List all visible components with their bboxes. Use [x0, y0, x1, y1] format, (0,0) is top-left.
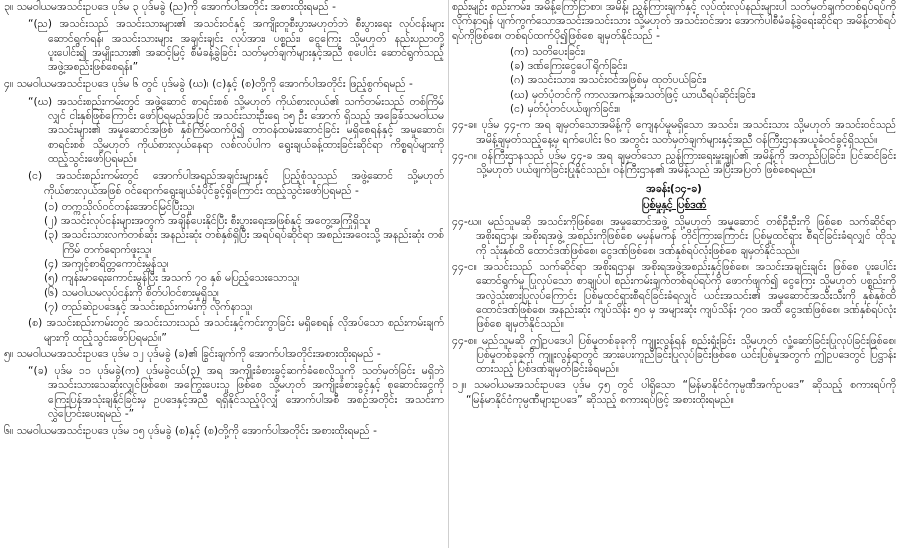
column-divider	[448, 0, 449, 548]
section-44-nga: ၄၄-င။ အသင်းသည် သက်ဆိုင်ရာ အစိုးရဌာန၊ အစိုးရအဖွဲ့အစည်းနှင့်ဖြစ်စေ၊ အသင်းအချင်းချင်း ဖြစ်စေ ပူးပေါင်းဆောင်ရွက်မှု ပြုလုပ်သော စာချုပ်ပါ စည်းကမ်းချက်တစ်ရပ်ရပ်ကို ဖောက်ဖျက်၍ ငွေကြေး သို့မဟုတ် ပစ္စည်းကို အလွဲသုံးစားပြုလုပ်ကြောင်း ပြစ်မှုထင်ရှားစီရင်ခြင်းခံရလျှင် ယင်းအသင်း၏ အမှုဆောင်အသီးသီးကို နှစ်နှစ်ထိ ထောင်ဒဏ်ဖြစ်စေ၊ အနည်းဆုံး ကျပ်သိန်း ၅၀ မှ အများဆုံး ကျပ်သိန်း ၇၀၀ အထိ ငွေဒဏ်ဖြစ်စေ၊ ဒဏ်နှစ်ရပ်လုံးဖြစ်စေ ချမှတ်နိုင်သည်။	[452, 261, 896, 331]
section-12-intro: ၁၂။ သမဝါယမအသင်းဥပဒေ ပုဒ်မ ၄၅ တွင် ပါရှိသော “မြန်မာနိုင်ငံကုမ္ပဏီအက်ဥပဒေ” ဆိုသည့် စကားရပ်ကို “မြန်မာနိုင်ငံကုမ္ပဏီများဥပဒေ” ဆိုသည့် စကားရပ်ဖြင့် အစားထိုးရမည်။	[452, 379, 896, 406]
list-item: (၂) အသင်းလုပ်ငန်းများအတွက် အချိန်ပေးနိုင်ပြီး စီးပွားရေးအဖြစ်နှင့် အတွေ့အကြုံရှိသူ၊	[44, 215, 371, 228]
left-column	[4, 0, 444, 548]
section-3-quote: “(ည) အသင်းသည် အသင်းသားများ၏ အသင်းဝင်နှင့် အကျိုးတူစီးပွားမဟုတ်ဘဲ စီးပွားရေး လုပ်ငန်းများ ဆောင်ရွက်ရန်၊ အသင်းသားများ အချင်းချင်း လုပ်အား၊ ပစ္စည်း၊ ငွေကြေး သို့မဟုတ် နည်းပညာတို့ ပူးပေါင်း၍ အမျိုးသား၏ အဆင့်မြင့် စီမံခန့်ခွဲခြင်း သတ်မှတ်ချက်များနှင့်အညီ စုပေါင်း ဆောင်ရွက်သည့် အဖွဲ့အစည်းဖြစ်စေရန်။”	[28, 18, 444, 74]
list-item: (၁) တက္ကသိုလ်ဝင်တန်းအောင်မြင်ပြီးသူ၊	[44, 200, 195, 213]
list-item: (ခ) ဒဏ်ကြေးငွေပေါ်ရိုက်ခြင်း၊	[510, 60, 628, 73]
clause-cha: (စ) အသင်းစည်းကမ်းတွင် အသင်းသားသည် အသင်းနှင့်ကင်းကွာခြင်း မရှိစေရန် လိုအပ်သော စည်းကမ်းချက်များကို ထည့်သွင်းဖော်ပြရမည်။”	[28, 317, 444, 344]
section-6-intro: ၆။ သမဝါယမအသင်းဥပဒေ ပုဒ်မ ၁၅ ပုဒ်မခွဲ (စ)နှင့် (စ)တို့ကို အောက်ပါအတိုင်း အစားထိုးရမည် -	[4, 425, 377, 438]
list-item: (ဃ) မှတ်ပုံတင်ကို ကာလအကန့်အသတ်ဖြင့် ယာယီရပ်ဆိုင်းခြင်း၊	[510, 88, 756, 101]
right-column	[452, 0, 896, 548]
section-5-quote: “(ခ) ပုဒ်မ ၁၁ ပုဒ်မခွဲ(က) ပုဒ်မခွဲငယ်(၃) အရ အကျိုးခံစားခွင့်ဆက်ခံစေလိုသူကို သတ်မှတ်ခြင်း မရှိဘဲ အသင်းသားသေဆုံးလျှင်ဖြစ်စေ၊ အကြွေးပေးသူ ဖြစ်စေ သို့မဟုတ် အကျိုးခံစားခွင့်နှင့် စုဆောင်းငွေကို ကြေးပြန်အသုံးချနိုင်ခြင်းမှ ဥပဒေနှင့်အညီ ရရှိနိုင်သည့်ပိုလျှံ အောက်ပါအစီ အစဉ်အတိုင်း အသင်းက လွှဲပြောင်းပေးရမည် -”	[28, 365, 444, 421]
clause-nga: (င) အသင်းစည်းကမ်းတွင် အောက်ပါအရည်အချင်းများနှင့် ပြည့်စုံသူသည် အဖွဲ့ဆောင် သို့မဟုတ် ကိုယ်စားလှယ်အဖြစ် ဝင်ရောက်ရွေးချယ်ခံပိုင်ခွင့်ရှိကြောင်း ထည့်သွင်းဖော်ပြရမည် -	[28, 170, 444, 197]
list-item: (၃) အသင်းသားလက်တစ်ဆုံး အနည်းဆုံး တစ်နှစ်ရှိပြီး အရပ်ရပ်ဆိုင်ရာ အစည်းအဝေးသို့ အနည်းဆုံး တစ်ကြိမ် တက်ရောက်ဖူးသူ၊	[44, 229, 444, 256]
section-44-gha: ၄၄-ဃ။ မည်သူမဆို အသင်းကိုဖြစ်စေ၊ အမှုဆောင်အဖွဲ့ သို့မဟုတ် အမှုဆောင် တစ်ဦးဦးကို ဖြစ်စေ သက်ဆိုင်ရာ အစိုးရဌာန၊ အစိုးရအဖွဲ့ အစည်းကိုဖြစ်စေ မမှန်မကန် တိုင်ကြားကြောင်း ပြစ်မှုထင်ရှား စီရင်ခြင်းခံရလျှင် ထိုသူကို သုံးနှစ်ထိ ထောင်ဒဏ်ဖြစ်စေ၊ ငွေဒဏ်ဖြစ်စေ၊ ဒဏ်နှစ်ရပ်လုံးဖြစ်စေ ချမှတ်နိုင်သည်။	[452, 216, 896, 257]
section-44-ga: ၄၄-ဂ။ ဝန်ကြီးဌာနသည် ပုဒ်မ ၄၄-ခ အရ ချမှတ်သော ညွှန်ကြားရေးမှူးချုပ်၏ အမိန့်ကို အတည်ပြုခြင်း၊ ပြင်ဆင်ခြင်း သို့မဟုတ် ပယ်ဖျက်ခြင်းပြုနိုင်သည်။ ဝန်ကြီးဌာန၏ အမိန့်သည် အပြီးအပြတ် ဖြစ်စေရမည်။	[452, 149, 896, 177]
section-44-kha: ၄၄-ခ။ ပုဒ်မ ၄၄-က အရ ချမှတ်သောအမိန့်ကို ကျေနပ်မှုမရှိသော အသင်း၊ အသင်းသား သို့မဟုတ် အသင်းဝင်သည် အမိန့်ချမှတ်သည့်နေ့မှ ရက်ပေါင်း ၆၀ အတွင်း သတ်မှတ်ချက်များနှင့်အညီ ဝန်ကြီးဌာနအယူခံဝင်ခွင့်ရှိသည်။	[452, 119, 896, 146]
list-item: (၅) ကျန်းမာရေးကောင်းမွန်ပြီး အသက် ၇၀ နှစ် မပြည့်သေးသောသူ၊	[44, 272, 300, 285]
chapter-title: ပြစ်မှုနှင့် ပြစ်ဒဏ်	[641, 198, 707, 211]
list-item: (၄) အကျင့်စာရိတ္တကောင်းမွန်သူ၊	[44, 258, 169, 271]
section-3-intro: ၃။ သမဝါယမအသင်းဥပဒေ ပုဒ်မ ၃ ပုဒ်မခွဲ (ည)ကို အောက်ပါအတိုင်း အစားထိုးရမည် -	[4, 1, 336, 13]
clause-gha: “(ဃ) အသင်းစည်းကမ်းတွင် အဖွဲ့ဆောင် စာရင်းစစ် သို့မဟုတ် ကိုယ်စားလှယ်၏ သက်တမ်းသည် တစ်ကြိမ်လျှင် ငါးနှစ်ဖြစ်ကြောင်း ဖော်ပြရမည့်အပြင် အသင်းသားဦးရေ ၁၅ ဦး အောက် ရှိသည့် အခြေခံသမဝါယမအသင်းများ၏ အမှုဆောင်အဖြစ် နှစ်ကြိမ်ထက်ပို၍ တာဝန်ထမ်းဆောင်ခြင်း မရှိစေရန်နှင့် အမှုဆောင်၊ စာရင်းစစ် သို့မဟုတ် ကိုယ်စားလှယ်နေရာ လစ်လပ်ပါက ရွေးချယ်ခန့်ထားခြင်းဆိုင်ရာ ကိစ္စရပ်များကို ထည့်သွင်းဖော်ပြရမည်။	[28, 95, 444, 165]
list-item: (င) မှတ်ပုံတင်ပယ်ဖျက်ခြင်း။	[510, 103, 621, 116]
list-item: (၇) တည်ဆဲဥပဒေနှင့် အသင်းစည်းကမ်းကို လိုက်နာသူ၊	[44, 300, 253, 313]
continued-paragraph: စည်းမျဉ်း စည်းကမ်း၊ အမိန့်ကြော်ငြာစာ၊ အမိန့်၊ ညွှန်ကြားချက်နှင့် လုပ်ထုံးလုပ်နည်းများပါ သတ်မှတ်ချက်တစ်ရပ်ရပ်ကို လိုက်နာရန် ပျက်ကွက်သောအသင်းအသင်းသား သို့မဟုတ် အသင်းဝင်အား အောက်ပါစီမံခန့်ခွဲရေးဆိုင်ရာ အမိန့်တစ်ရပ်ရပ်ကိုဖြစ်စေ၊ တစ်ရပ်ထက်ပို၍ဖြစ်စေ ချမှတ်နိုင်သည် -	[452, 1, 896, 42]
list-item: (က) သတိပေးခြင်း၊	[510, 45, 586, 58]
chapter-number: အခန်း(၁၄-ခ)	[646, 182, 702, 195]
section-5-intro: ၅။ သမဝါယမအသင်းဥပဒေ ပုဒ်မ ၁၂ ပုဒ်မခွဲ (ခ)၏ ခြွင်းချက်ကို အောက်ပါအတိုင်းအစားထိုးရမည် -	[4, 347, 381, 360]
section-44-sa: ၄၄-စ။ မည်သူမဆို ဤဥပဒေပါ ပြစ်မှုတစ်ခုခုကို ကျူးလွန်ရန် စည်းရုံးခြင်း သို့မဟုတ် လှုံ့ဆော်ခြင်းပြုလုပ်ခြင်းဖြစ်စေ၊ ပြစ်မှုတစ်ခုခုကို ကျူးလွန်ရာတွင် အားပေးကူညီခြင်းပြုလုပ်ခြင်းဖြစ်စေ ယင်းပြစ်မှုအတွက် ဤဥပဒေတွင် ပြဋ္ဌာန်းထားသည့် ပြစ်ဒဏ်ချမှတ်ခြင်းခံရမည်။	[452, 334, 896, 376]
list-item: (၆) သမဝါယမလုပ်ငန်းကို စိတ်ပါဝင်စားမှုရှိသူ၊	[44, 286, 219, 299]
section-4-intro: ၄။ သမဝါယမအသင်းဥပဒေ ပုဒ်မ ၆ တွင် ပုဒ်မခွဲ (ဃ)၊ (င)နှင့် (စ)တို့ကို အောက်ပါအတိုင်း ဖြည့်စွက်ရမည် -	[4, 78, 413, 91]
list-item: (ဂ) အသင်းသား၊ အသင်းဝင်အဖြစ်မှ ထုတ်ပယ်ခြင်း၊	[510, 74, 707, 87]
